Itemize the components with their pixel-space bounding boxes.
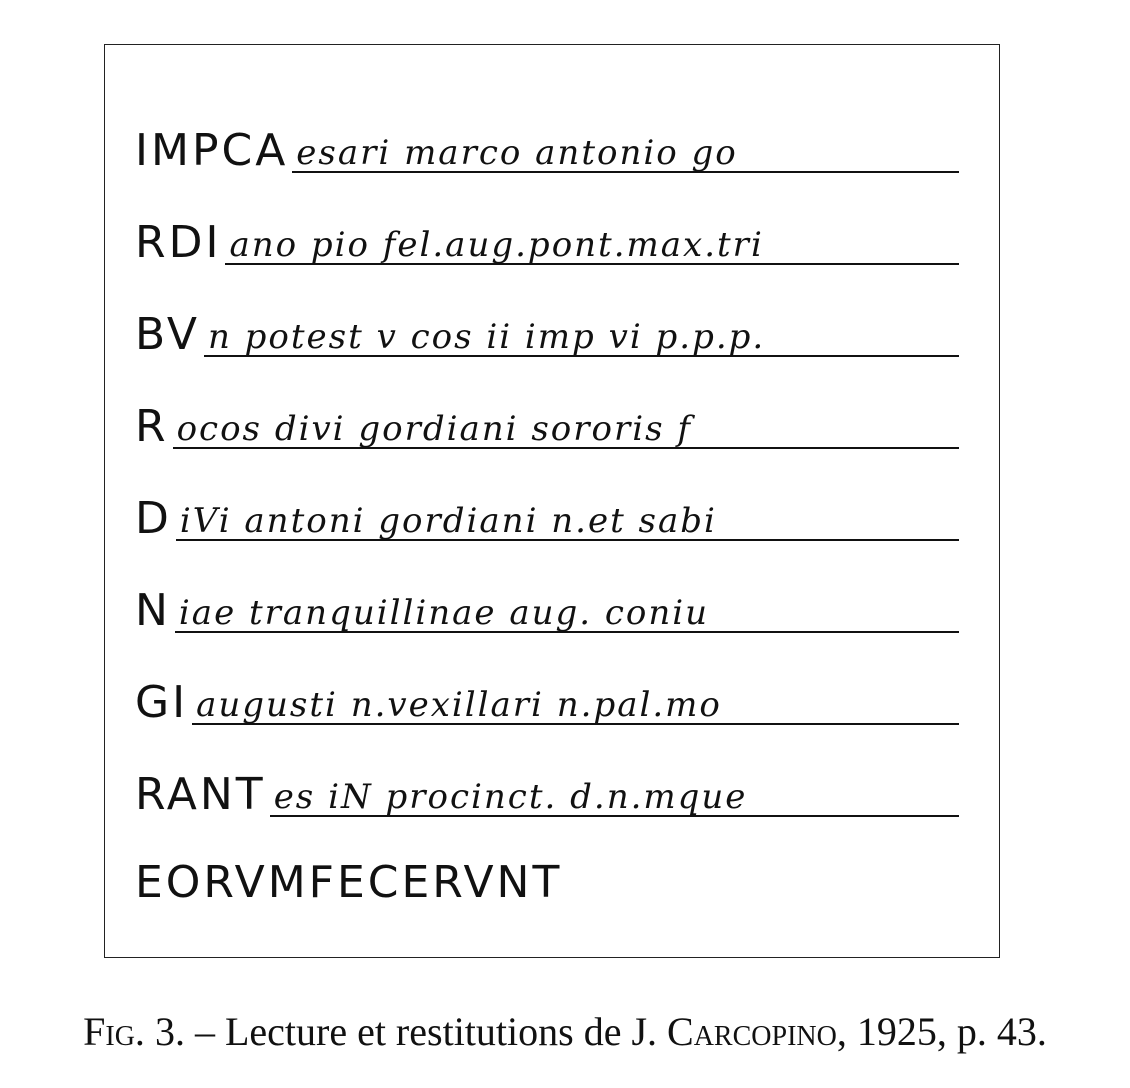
inscription-line-6 xyxy=(135,563,959,636)
inscription-restitution: ano pio fel.aug.pont.max.tri xyxy=(225,228,959,265)
inscription-capitals: IMPCA xyxy=(135,125,289,176)
caption-author: Carcopino xyxy=(667,1009,837,1054)
figure-label: Fig. xyxy=(83,1009,145,1054)
inscription-capitals: GI xyxy=(135,677,189,728)
inscription-restitution: augusti n.vexillari n.pal.mo xyxy=(192,688,959,725)
inscription-capitals: RANT xyxy=(135,769,266,820)
inscription-restitution: ocos divi gordiani sororis f xyxy=(173,412,959,449)
inscription-capitals: D xyxy=(135,493,172,544)
inscription-restitution: iVi antoni gordiani n.et sabi xyxy=(176,504,959,541)
inscription-line-9 xyxy=(135,835,959,908)
inscription-capitals: EORVMFECERVNT xyxy=(135,857,563,908)
inscription-restitution: esari marco antonio go xyxy=(292,136,959,173)
figure-number: 3. xyxy=(154,1009,185,1054)
inscription-figure xyxy=(104,44,1000,958)
inscription-capitals: RDI xyxy=(135,217,222,268)
caption-details: , 1925, p. 43. xyxy=(836,1009,1047,1054)
inscription-line-8 xyxy=(135,747,959,820)
caption-dash: – xyxy=(194,1009,215,1054)
figure-caption xyxy=(0,1008,1130,1055)
inscription-restitution: n potest v cos ii imp vi p.p.p. xyxy=(204,320,959,357)
inscription-capitals: BV xyxy=(135,309,200,360)
inscription-line-7 xyxy=(135,655,959,728)
inscription-line-5 xyxy=(135,471,959,544)
inscription-capitals: R xyxy=(135,401,169,452)
caption-text: Lecture et restitutions de J. xyxy=(224,1009,658,1054)
inscription-restitution: iae tranquillinae aug. coniu xyxy=(175,596,959,633)
inscription-capitals: N xyxy=(135,585,171,636)
inscription-line-4 xyxy=(135,379,959,452)
inscription-line-2 xyxy=(135,195,959,268)
inscription-line-3 xyxy=(135,287,959,360)
inscription-restitution: es iN procinct. d.n.mque xyxy=(270,780,959,817)
inscription-line-1 xyxy=(135,103,959,176)
